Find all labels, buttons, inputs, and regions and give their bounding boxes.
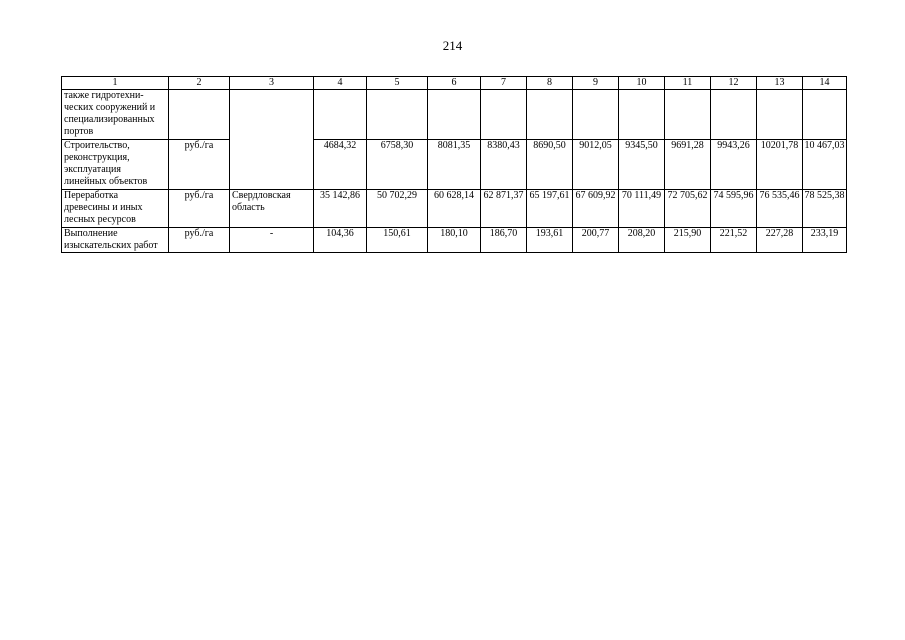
column-header: 4 (314, 77, 367, 90)
value-cell: 215,90 (665, 228, 711, 253)
column-header: 3 (230, 77, 314, 90)
column-header: 9 (573, 77, 619, 90)
value-cell: 8081,35 (428, 140, 481, 190)
value-cell: 233,19 (803, 228, 847, 253)
value-cell: 72 705,62 (665, 190, 711, 228)
value-cell (619, 90, 665, 140)
value-cell: 150,61 (367, 228, 428, 253)
value-cell (314, 90, 367, 140)
region-cell: - (230, 228, 314, 253)
table-row (62, 90, 847, 140)
value-cell (573, 90, 619, 140)
column-header: 1 (62, 77, 169, 90)
activity-cell: Выполнение изыскательских работ (62, 228, 169, 253)
value-cell: 62 871,37 (481, 190, 527, 228)
value-cell (481, 90, 527, 140)
value-cell: 76 535,46 (757, 190, 803, 228)
unit-cell (169, 90, 230, 140)
value-cell: 50 702,29 (367, 190, 428, 228)
table-row (62, 190, 847, 228)
value-cell: 9012,05 (573, 140, 619, 190)
column-header: 14 (803, 77, 847, 90)
column-header: 10 (619, 77, 665, 90)
value-cell: 227,28 (757, 228, 803, 253)
column-header: 6 (428, 77, 481, 90)
value-cell: 70 111,49 (619, 190, 665, 228)
value-cell (665, 90, 711, 140)
region-cell-empty (230, 90, 314, 190)
value-cell: 35 142,86 (314, 190, 367, 228)
header-row (62, 77, 847, 90)
column-header: 5 (367, 77, 428, 90)
column-header: 7 (481, 77, 527, 90)
unit-cell: руб./га (169, 190, 230, 228)
page-number: 214 (442, 38, 463, 53)
value-cell (711, 90, 757, 140)
column-header: 2 (169, 77, 230, 90)
value-cell: 180,10 (428, 228, 481, 253)
value-cell: 4684,32 (314, 140, 367, 190)
activity-cell: Переработка древесины и иных лесных ресурсов (62, 190, 169, 228)
value-cell: 9943,26 (711, 140, 757, 190)
value-cell: 200,77 (573, 228, 619, 253)
value-cell: 9691,28 (665, 140, 711, 190)
value-cell: 186,70 (481, 228, 527, 253)
activity-cell: также гидротехни-ческих сооружений и специализированных портов (62, 90, 169, 140)
value-cell (803, 90, 847, 140)
table-row (62, 140, 847, 190)
column-header: 8 (527, 77, 573, 90)
column-header: 11 (665, 77, 711, 90)
value-cell: 67 609,92 (573, 190, 619, 228)
unit-cell: руб./га (169, 228, 230, 253)
value-cell: 193,61 (527, 228, 573, 253)
value-cell (428, 90, 481, 140)
value-cell (527, 90, 573, 140)
unit-cell: руб./га (169, 140, 230, 190)
tariff-table (61, 76, 847, 253)
value-cell: 221,52 (711, 228, 757, 253)
table-row (62, 228, 847, 253)
value-cell: 6758,30 (367, 140, 428, 190)
column-header: 13 (757, 77, 803, 90)
value-cell: 9345,50 (619, 140, 665, 190)
value-cell: 74 595,96 (711, 190, 757, 228)
value-cell (367, 90, 428, 140)
region-cell: Свердловская область (230, 190, 314, 228)
value-cell: 10 467,03 (803, 140, 847, 190)
value-cell: 65 197,61 (527, 190, 573, 228)
value-cell: 10201,78 (757, 140, 803, 190)
value-cell: 208,20 (619, 228, 665, 253)
activity-cell: Строительство, реконструкция, эксплуатация линейных объектов (62, 140, 169, 190)
value-cell: 78 525,38 (803, 190, 847, 228)
value-cell: 60 628,14 (428, 190, 481, 228)
column-header: 12 (711, 77, 757, 90)
value-cell: 8380,43 (481, 140, 527, 190)
value-cell (757, 90, 803, 140)
value-cell: 104,36 (314, 228, 367, 253)
value-cell: 8690,50 (527, 140, 573, 190)
